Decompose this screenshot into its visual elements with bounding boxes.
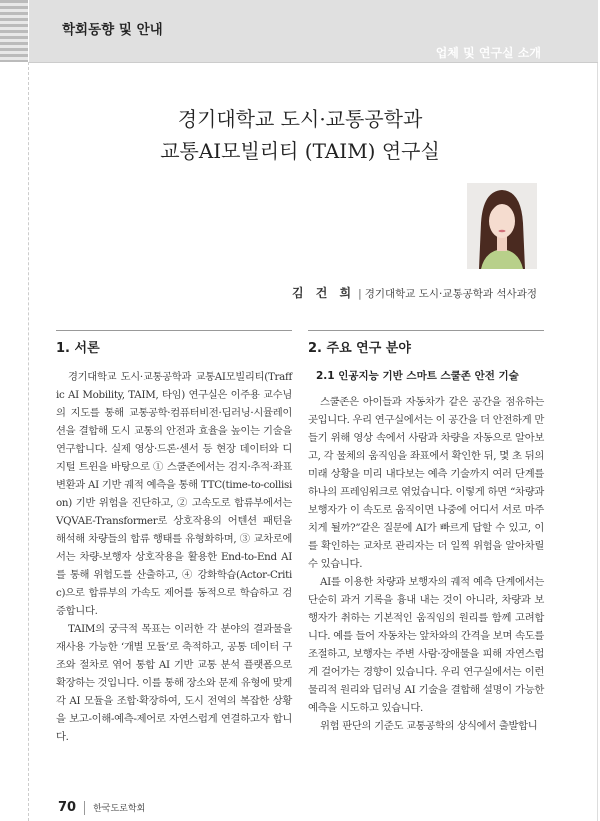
title-line-1: 경기대학교 도시·교통공학과 [177, 107, 423, 131]
heading-introduction: 1. 서론 [56, 341, 100, 356]
footer-separator [84, 801, 85, 815]
heading-research-areas: 2. 주요 연구 분야 [308, 341, 411, 356]
section-header [29, 0, 598, 63]
right-column [308, 330, 544, 735]
paragraph: 경기대학교 도시·교통공학과 교통AI모빌리티(Traffic AI Mobility, TAIM, 타임) 연구실은 이주용 교수님의 지도를 통해 교통공학·컴퓨터비전·딥러닝·시뮬레이션을 결합해 도시 교통의 안전과 효율을 높이는 기술을 연구합니다. 실제 영상·드론·센서 등 현장 데이터와 디지털 트윈을 바탕으로 ① 스쿨존에서는 검지·추적·좌표 변환과 AI 기반 궤적 예측을 통해 TTC(time-to-collision) 기반 위험을 진단하고, ② 고속도로 합류부에서는 VQVAE-Transformer로 상호작용의 어텐션 패턴을 해석해 차량들의 합류 행태를 유형화하며, ③ 교차로에서는 차량-보행자 상호작용을 활용한 End-to-End AI를 통해 위험도를 산출하고, ④ 강화학습(Actor-Critic)으로 합류부의 가속도 제어를 동적으로 학습하고 검증합니다. [56, 371, 292, 617]
journal-name: 한국도로학회 [93, 804, 146, 814]
paragraph: AI를 이용한 차량과 보행자의 궤적 예측 단계에서는 단순히 과거 기록을 흉내 내는 것이 아니라, 차량과 보행자가 취하는 기본적인 움직임의 원리를 함께 고려합니다. 예를 들어 자동차는 앞차와의 간격을 보며 속도를 조절하고, 보행자는 주변 사람·장애물을 피해 자연스럽게 걸어가는 경향이 있습니다. 우리 연구실에서는 이런 물리적 원리와 딥러닝 AI 기술을 결합해 설명이 가능한 예측을 시도하고 있습니다. [308, 576, 545, 714]
subheading-smart-school-zone: 2.1 인공지능 기반 스마트 스쿨존 안전 기술 [316, 370, 519, 382]
author-affiliation: 경기대학교 도시·교통공학과 석사과정 [364, 288, 537, 300]
page-number: 70 [58, 800, 77, 815]
paragraph: TAIM의 궁극적 목표는 이러한 각 분야의 결과물을 재사용 가능한 ‘개별 모듈’로 축적하고, 공통 데이터 구조와 절차로 엮어 통합 AI 기반 교통 분석 플랫폼으로 확장하는 것입니다. 이를 통해 장소와 문제 유형에 맞게 각 AI 모듈을 조합·확장하여, 도시 전역의 복잡한 상황을 보고-이해-예측-제어로 자연스럽게 연결하고자 합니다. [56, 623, 293, 743]
page-footer [58, 800, 145, 815]
article-title [0, 103, 600, 167]
decorative-stripes [0, 0, 28, 62]
author-name: 김 건 희 [292, 286, 356, 300]
author-photo [467, 183, 537, 269]
title-line-2: 교통AI모빌리티 (TAIM) 연구실 [160, 139, 440, 163]
margin-line [28, 62, 29, 821]
subsection-title: 업체 및 연구실 소개 [435, 46, 541, 60]
left-column [56, 330, 292, 746]
divider [308, 330, 544, 331]
divider [56, 330, 292, 331]
paragraph: 위험 판단의 기준도 교통공학의 상식에서 출발합니 [320, 720, 538, 732]
paragraph: 스쿨존은 아이들과 자동차가 같은 공간을 점유하는 곳입니다. 우리 연구실에서는 이 공간을 더 안전하게 만들기 위해 영상 속에서 사람과 차량을 자동으로 알아보고, 각 물체의 움직임을 좌표에서 확인한 뒤, 몇 초 뒤의 미래 상황을 미리 내다보는 예측 기술까지 여러 단계를 하나의 프레임워크로 엮었습니다. 이렇게 하면 “차량과 보행자가 이 속도로 움직이면 나중에 어디서 서로 마주치게 될까?”같은 질문에 AI가 빠르게 답할 수 있고, 이를 확인하는 교차로 관리자는 더 일찍 위험을 알아차릴 수 있습니다. [308, 396, 545, 570]
section-title: 학회동향 및 안내 [62, 22, 163, 38]
author-line: 김 건 희 | 경기대학교 도시·교통공학과 석사과정 [292, 286, 537, 300]
